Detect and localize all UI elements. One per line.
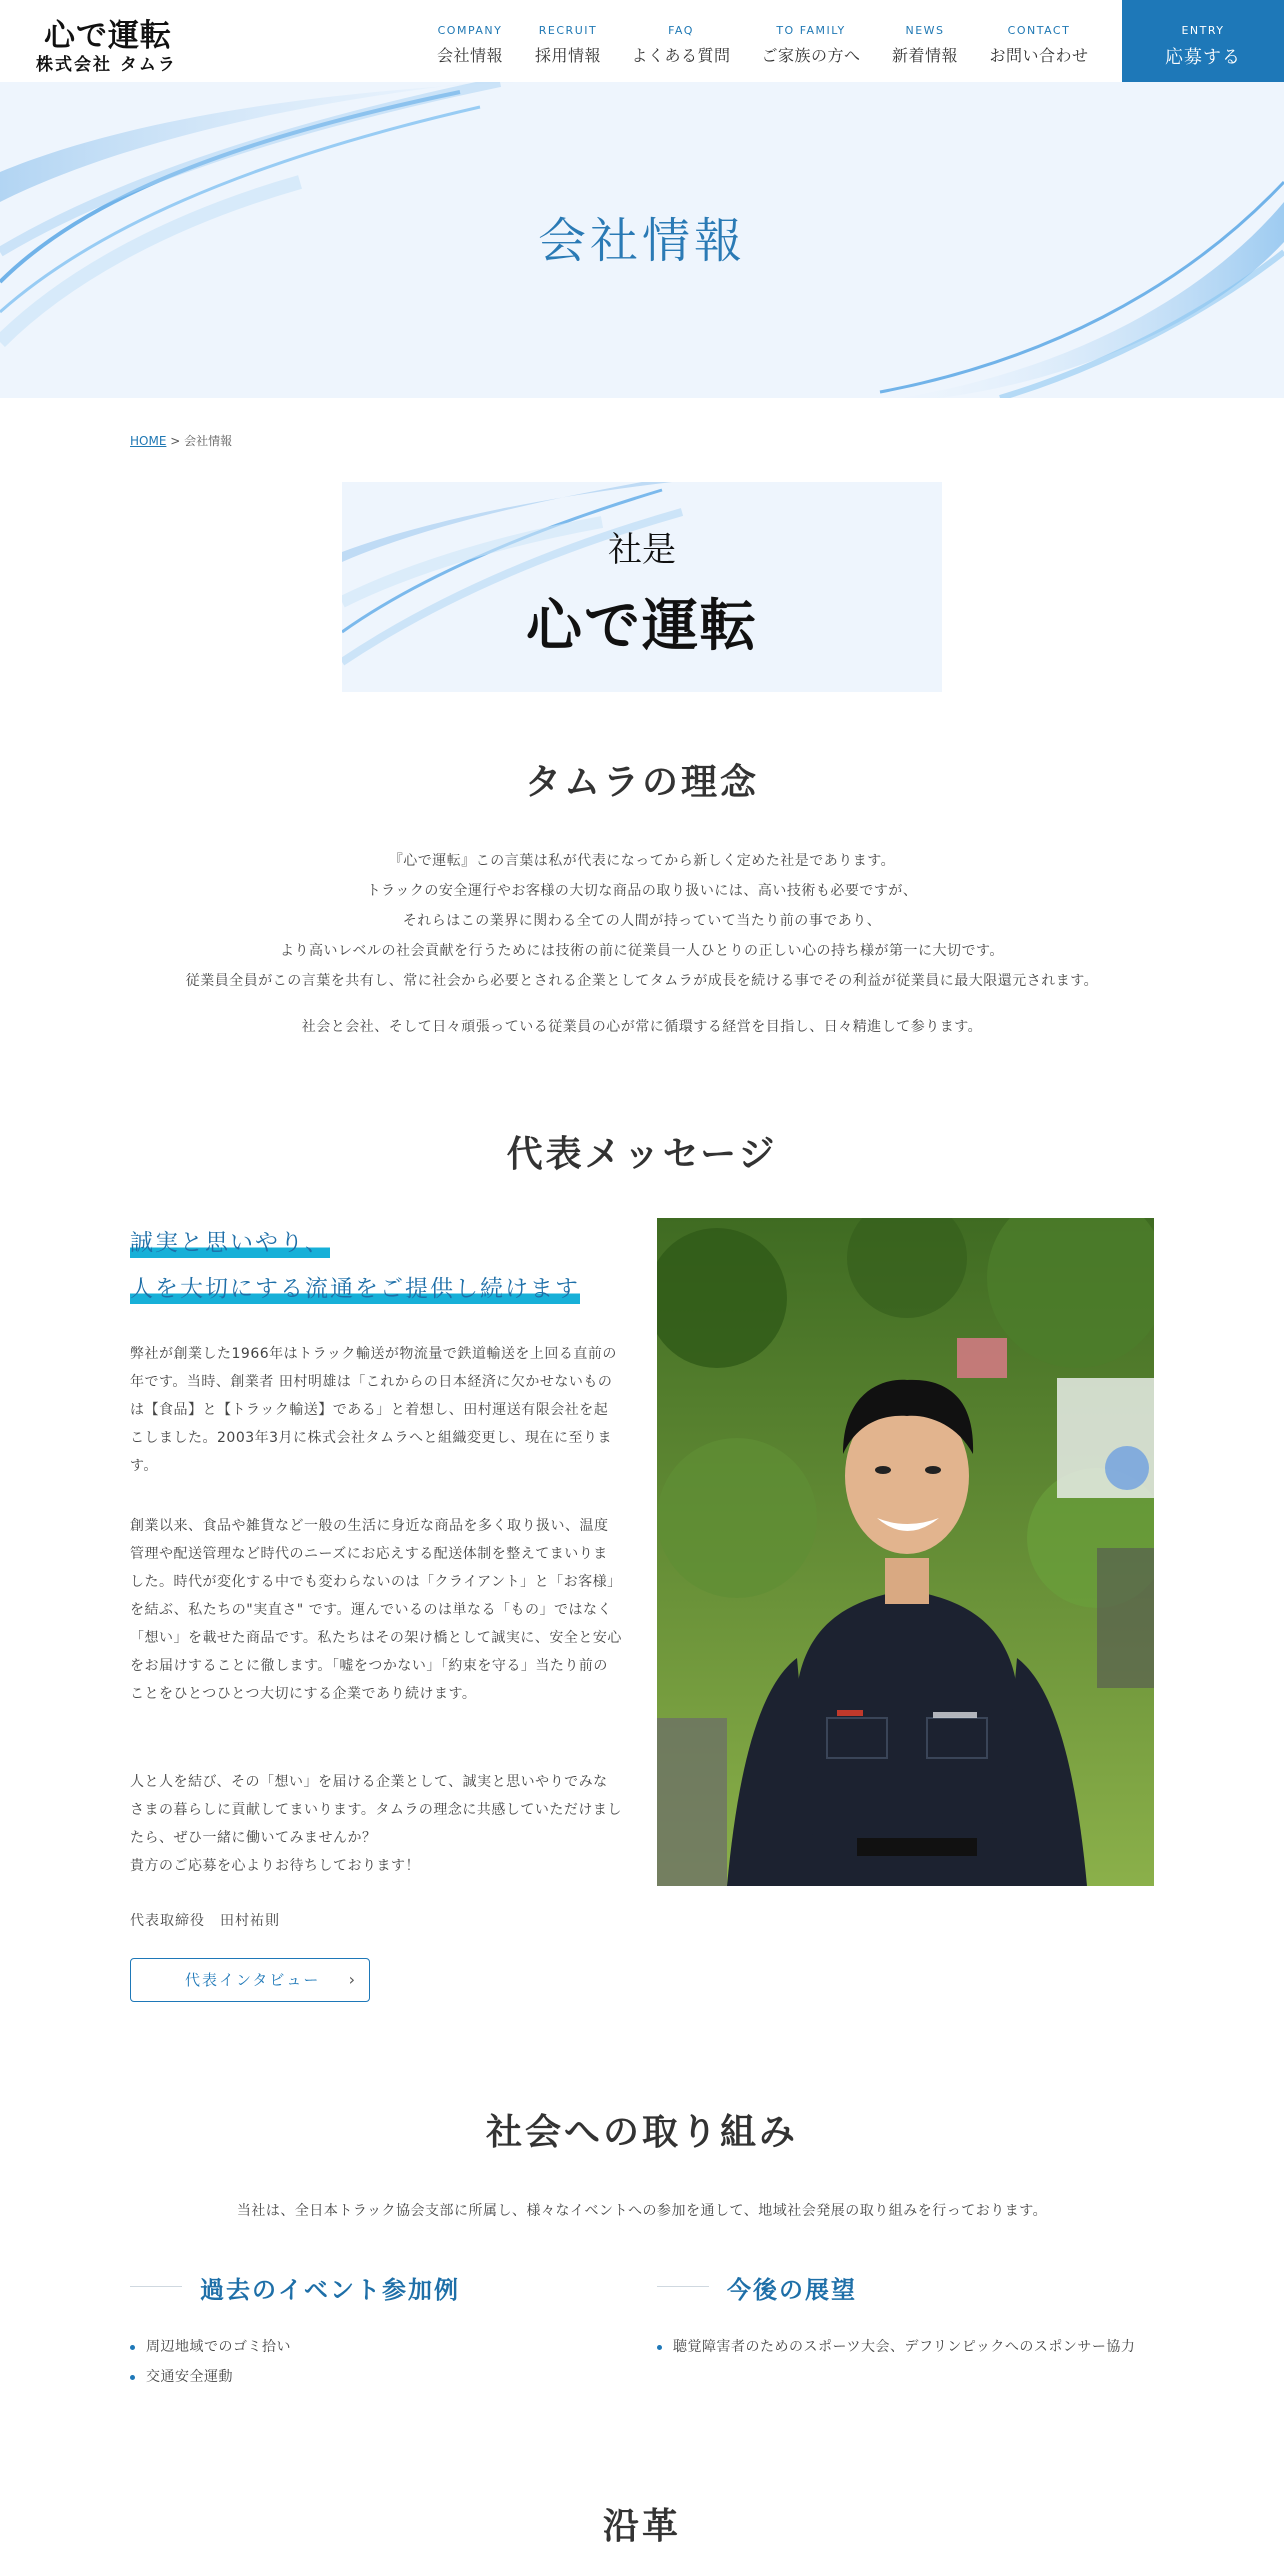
- past-heading-divider: [130, 2286, 182, 2287]
- breadcrumb: [130, 432, 232, 449]
- site-logo[interactable]: [36, 10, 186, 74]
- ceo-photo: [657, 1218, 1154, 1886]
- message-catchphrase: [130, 1220, 630, 1312]
- nav-recruit[interactable]: [520, 0, 616, 82]
- nav-family[interactable]: [746, 0, 876, 82]
- list-item: 聴覚障害者のためのスポーツ大会、デフリンピックへのスポンサー協力: [657, 2332, 1154, 2362]
- message-paragraph-3: 人と人を結び、その「想い」を届ける企業として、誠実と思いやりでみなさまの暮らしに貢献してまいります。タムラの理念に共感していただけましたら、ぜひ一緒に働いてみませんか？ 貴方のご応募を心よりお待ちしております！: [130, 1774, 622, 1874]
- nav-news-jp: 新着情報: [891, 46, 958, 65]
- nav-news[interactable]: [876, 0, 974, 82]
- philosophy-line: 従業員全員がこの言葉を共有し、常に社会から必要とされる企業としてタムラが成長を続ける事でその利益が従業員に最大限還元されます。: [185, 973, 1099, 989]
- motto-text: 心で運転: [526, 593, 758, 659]
- philosophy-line: トラックの安全運行やお客様の大切な商品の取り扱いには、高い技術も必要ですが、: [366, 883, 918, 899]
- social-lead-text: 当社は、全日本トラック協会支部に所属し、様々なイベントへの参加を通して、地域社会発展の取り組みを行っております。: [236, 2203, 1048, 2219]
- nav-contact-jp: お問い合わせ: [989, 46, 1089, 65]
- list-item: 周辺地域でのゴミ拾い: [130, 2332, 610, 2362]
- message-paragraph-1: 弊社が創業した1966年はトラック輸送が物流量で鉄道輸送を上回る直前の年です。当時、創業者 田村明雄は「これからの日本経済に欠かせないものは【食品】と【トラック輸送】である」と着想し、田村運送有限会社を起こしました。2003年3月に株式会社タムラへと組織変更し、現在に至ります。: [130, 1346, 617, 1474]
- list-item: 交通安全運動: [130, 2362, 610, 2392]
- logo-company-name: 株式会社 タムラ: [36, 55, 177, 75]
- company-motto-box: [342, 482, 942, 692]
- nav-family-jp: ご家族の方へ: [761, 46, 861, 65]
- ceo-signature: 代表取締役 田村祐則: [130, 1913, 280, 1929]
- global-nav: [420, 0, 1104, 82]
- philosophy-line: 『心で運転』この言葉は私が代表になってから新しく定めた社是であります。: [388, 853, 896, 869]
- breadcrumb-current: 会社情報: [184, 434, 233, 448]
- entry-jp: 応募する: [1165, 47, 1241, 68]
- nav-faq[interactable]: [616, 0, 746, 82]
- ceo-photo-illustration: [657, 1218, 1154, 1886]
- motto-label: 社是: [608, 530, 676, 570]
- logo-main-text: 心で運転: [44, 18, 172, 54]
- nav-recruit-jp: 採用情報: [534, 46, 601, 65]
- message-paragraph-2: 創業以来、食品や雑貨など一般の生活に身近な商品を多く取り扱い、温度管理や配送管理など時代のニーズにお応えする配送体制を整えてまいりました。時代が変化する中でも変わらないのは「クライアント」と「お客様」を結ぶ、私たちの"実直さ" です。運んでいるのは単なる「もの」ではなく「想い」を載せた商品です。私たちはその架け橋として誠実に、安全と安心をお届けすることに徹します。「嘘をつかない」「約束を守る」当たり前のことをひとつひとつ大切にする企業であり続けます。: [130, 1518, 622, 1702]
- page-title: 会社情報: [537, 213, 746, 269]
- breadcrumb-home-link[interactable]: HOME: [130, 434, 167, 448]
- past-events-heading: 過去のイベント参加例: [200, 2276, 460, 2304]
- future-outlook-list: [657, 2332, 1154, 2362]
- chevron-right-icon: ›: [348, 1970, 357, 1989]
- nav-faq-en: FAQ: [668, 24, 694, 37]
- history-heading: 沿革: [602, 2506, 681, 2547]
- nav-family-en: TO FAMILY: [776, 24, 846, 37]
- future-heading-divider: [657, 2286, 709, 2287]
- site-header: [0, 0, 1284, 82]
- message-heading: 代表メッセージ: [506, 1134, 778, 1175]
- philosophy-heading: タムラの理念: [524, 762, 759, 803]
- entry-en: ENTRY: [1181, 24, 1225, 37]
- nav-company-en: COMPANY: [437, 24, 503, 37]
- interview-button-label: 代表インタビュー: [185, 1971, 321, 1989]
- philosophy-closing: 社会と会社、そして日々頑張っている従業員の心が常に循環する経営を目指し、日々精進して参ります。: [301, 1019, 983, 1035]
- nav-contact-en: CONTACT: [1007, 24, 1071, 37]
- philosophy-line: より高いレベルの社会貢献を行うためには技術の前に従業員一人ひとりの正しい心の持ち様が第一に大切です。: [280, 943, 1004, 959]
- breadcrumb-separator: >: [166, 434, 185, 448]
- ceo-interview-button[interactable]: [130, 1958, 370, 2002]
- nav-contact[interactable]: [974, 0, 1104, 82]
- nav-faq-jp: よくある質問: [631, 46, 731, 65]
- nav-news-en: NEWS: [905, 24, 945, 37]
- social-heading: 社会への取り組み: [485, 2112, 798, 2153]
- future-outlook-heading: 今後の展望: [727, 2276, 857, 2304]
- catch-line-2: 人を大切にする流通をご提供し続けます: [130, 1276, 580, 1302]
- philosophy-line: それらはこの業界に関わる全ての人間が持っていて当たり前の事であり、: [402, 913, 882, 929]
- catch-line-1: 誠実と思いやり、: [130, 1230, 330, 1256]
- past-events-list: [130, 2332, 610, 2392]
- nav-company-jp: 会社情報: [436, 46, 503, 65]
- entry-button[interactable]: [1122, 0, 1284, 82]
- nav-company[interactable]: [420, 0, 520, 82]
- nav-recruit-en: RECRUIT: [538, 24, 598, 37]
- philosophy-text: [0, 846, 1284, 996]
- page-hero: [0, 82, 1284, 398]
